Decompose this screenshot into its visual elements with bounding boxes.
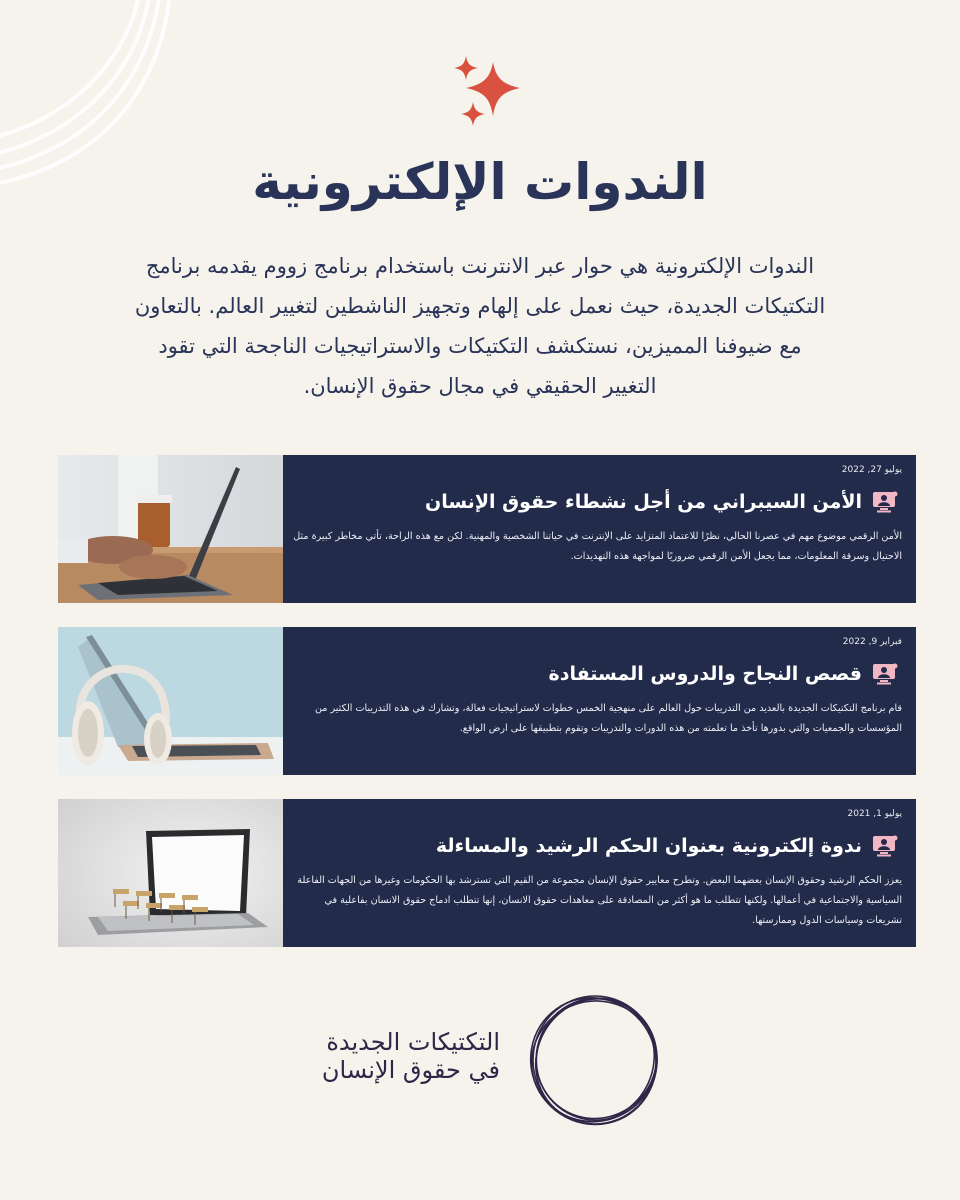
webinar-card[interactable] xyxy=(58,455,916,603)
sparkle-icon xyxy=(448,52,528,138)
scribble-circle-icon xyxy=(525,990,665,1130)
webinar-card-body xyxy=(283,799,916,947)
webinar-card-body xyxy=(283,627,916,775)
webinar-description: قام برنامج التكتيكات الجديدة بالعديد من التدريبات حول العالم على منهجية الخمس خطوات لاستراتيجيات فعالة، وتشارك في هذه التدريبات الكثير من المؤسسات والجمعيات والتي بدورها تأخذ ما تعلمته من هذه الدورات والتدريبات وتقوم بتطبيقها على ارض الواقع. xyxy=(315,703,902,734)
laptop-classroom-photo xyxy=(58,799,283,947)
headphones-laptop-photo xyxy=(58,627,283,775)
webinar-title[interactable]: قصص النجاح والدروس المستفادة xyxy=(548,663,862,685)
page-title: الندوات الإلكترونية xyxy=(252,153,708,211)
webinar-list xyxy=(58,455,916,971)
webinar-title[interactable]: ندوة إلكترونية بعنوان الحكم الرشيد والمساءلة xyxy=(435,835,862,857)
webinar-date: يوليو 27, 2022 xyxy=(841,465,902,475)
webinar-presenter-icon xyxy=(872,663,898,685)
webinar-presenter-icon xyxy=(872,835,898,857)
logo-text xyxy=(280,1028,500,1084)
webinar-date: فبراير 9, 2022 xyxy=(842,637,902,647)
logo-line-2: في حقوق الإنسان xyxy=(321,1056,500,1084)
webinar-card-body xyxy=(283,455,916,603)
webinar-description: يعزز الحكم الرشيد وحقوق الإنسان بعضهما البعض. وتطرح معايير حقوق الإنسان مجموعة من القيم التي تسترشد بها الحكومات وغيرها من الجهات الفاعلة السياسية والاجتماعية في أعمالها. ولكنها تتطلب ما هو أكثر من المصادقة على معاهدات حقوق الانسان، إنها تتطلب ادماج حقوق الانسان بفاعلية في تشريعات وسياسات الدول وممارستها. xyxy=(297,875,902,926)
webinar-card[interactable] xyxy=(58,627,916,775)
webinar-description: الأمن الرقمي موضوع مهم في عصرنا الحالي، نظرًا للاعتماد المتزايد على الإنترنت في حياتنا الشخصية والمهنية. لكن مع هذه الراحة، تأتي مخاطر كبيرة مثل الاحتيال وسرقة المعلومات، مما يجعل الأمن الرقمي ضروريًا لمواجهة هذه التهديدات. xyxy=(293,531,902,562)
laptop-typing-photo xyxy=(58,455,283,603)
webinar-card[interactable] xyxy=(58,799,916,947)
webinar-presenter-icon xyxy=(872,491,898,513)
webinar-title[interactable]: الأمن السيبراني من أجل نشطاء حقوق الإنسان xyxy=(425,491,862,513)
logo-line-1: التكتيكات الجديدة xyxy=(326,1028,500,1056)
organization-logo xyxy=(300,990,640,1140)
intro-paragraph: الندوات الإلكترونية هي حوار عبر الانترنت باستخدام برنامج زووم يقدمه برنامج التكتيكات الجديدة، حيث نعمل على إلهام وتجهيز الناشطين لتغيير العالم. بالتعاون مع ضيوفنا المميزين، نستكشف التكتيكات والاستراتيجيات الناجحة التي تقود التغيير الحقيقي في مجال حقوق الإنسان. xyxy=(134,254,826,398)
webinar-date: يوليو 1, 2021 xyxy=(847,809,902,819)
